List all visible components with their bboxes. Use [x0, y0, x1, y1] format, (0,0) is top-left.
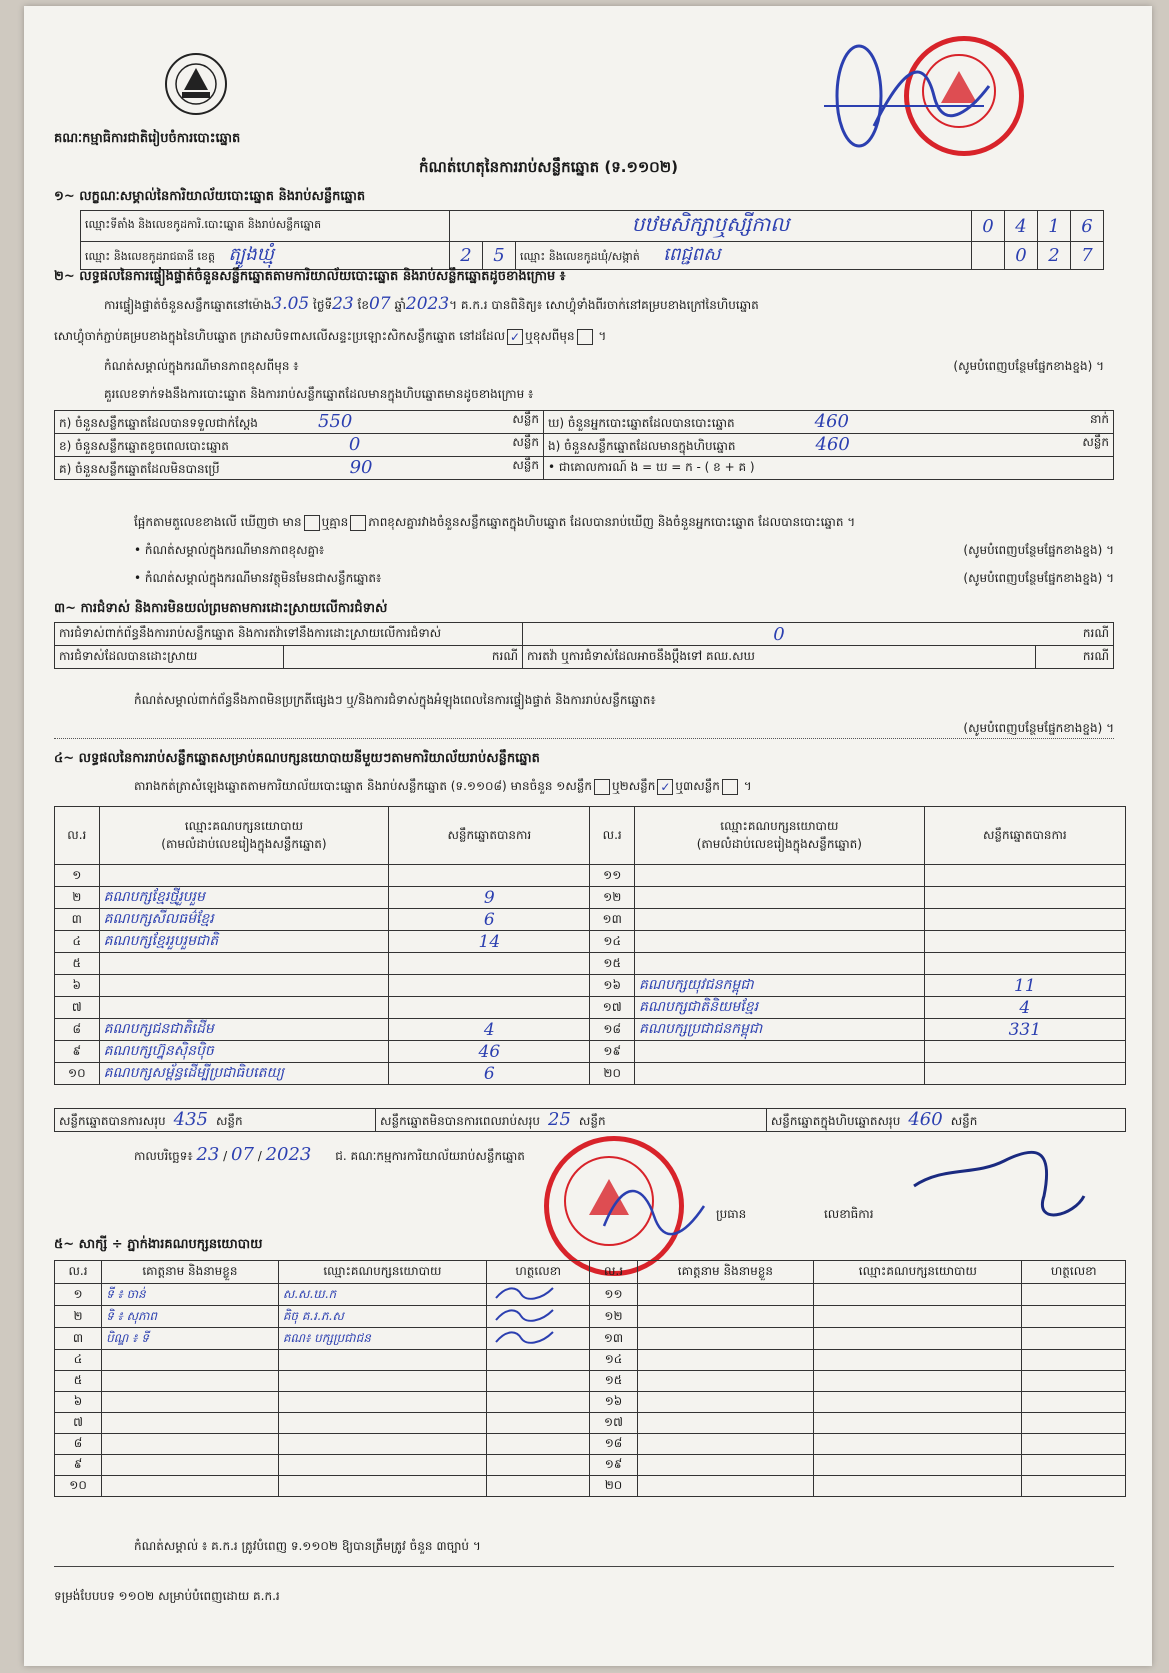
section-2-note: កំណត់សម្គាល់ក្នុងករណីមានភាពខុសពីមុន ៖ (សូមបំពេញបន្ថែមផ្នែកខាងខ្នង) ។	[104, 359, 1104, 373]
party-votes	[389, 865, 590, 887]
witness-signature	[486, 1350, 590, 1371]
witness-row	[55, 1306, 1126, 1328]
objections-table: ការជំទាស់ពាក់ព័ន្ធនឹងការរាប់សន្លឹកឆ្នោត និងការតវ៉ាទៅនឹងការដោះស្រាយលើការជំទាស់ 0 ករណី ការជំទាស់ដែលបានដោះស្រាយ ករណី ការតវ៉ា ឬការជំទាស់ដែលអាចនឹងប្តឹងទៅ គឈ.សឃ ករណី	[54, 622, 1114, 669]
witness-row	[55, 1350, 1126, 1371]
party-votes	[389, 953, 590, 975]
witness-name	[637, 1371, 814, 1392]
witness-name	[637, 1434, 814, 1455]
party-no: ១២	[590, 887, 635, 909]
witness-signature	[1022, 1434, 1126, 1455]
party-votes	[389, 975, 590, 997]
witness-signature	[1022, 1455, 1126, 1476]
nec-emblem	[154, 50, 238, 122]
witness-party	[814, 1306, 1022, 1328]
results-table	[54, 806, 1126, 1085]
in-box-value: 460	[815, 434, 850, 455]
party-votes: 6	[389, 909, 590, 931]
section-1-table	[80, 210, 1104, 270]
witness-signature	[486, 1413, 590, 1434]
party-name	[635, 931, 925, 953]
party-no: ៣	[55, 909, 100, 931]
party-name	[99, 953, 389, 975]
witness-party: គណ៖ បក្សប្រជាជន	[278, 1328, 486, 1350]
party-no: ១៨	[590, 1019, 635, 1041]
party-name: គណបក្សប្រជាជនកម្ពុជា	[635, 1019, 925, 1041]
witness-party	[278, 1392, 486, 1413]
witness-name	[637, 1328, 814, 1350]
witness-name	[102, 1371, 279, 1392]
location-code-2: 4	[1005, 211, 1038, 242]
party-votes: 6	[389, 1063, 590, 1085]
witness-signature	[1022, 1328, 1126, 1350]
form-title: កំណត់ហេតុនៃការរាប់សន្លឹកឆ្នោត (ទ.១១០២)	[419, 158, 679, 176]
witness-no: ១	[55, 1284, 102, 1306]
witness-name	[637, 1284, 814, 1306]
section-1-heading: ១~ លក្ខណៈសម្គាល់នៃការិយាល័យបោះឆ្នោត និងរាប់សន្លឹកឆ្នោត	[54, 189, 366, 204]
witness-party	[814, 1350, 1022, 1371]
in-box-row: ង) ចំនួនសន្លឹកឆ្នោតដែលមានក្នុងហិបឆ្នោត 460 សន្លឹក	[544, 434, 1114, 457]
party-no: ៨	[55, 1019, 100, 1041]
witness-no: ១៣	[590, 1328, 637, 1350]
party-no: ១០	[55, 1063, 100, 1085]
section-4-heading: ៤~ លទ្ធផលនៃការរាប់សន្លឹកឆ្នោតសម្រាប់គណបក្សនយោបាយនីមួយៗតាមការិយាល័យរាប់សន្លឹកឆ្នោត	[54, 751, 540, 766]
result-row	[55, 887, 1126, 909]
witness-party	[814, 1284, 1022, 1306]
three-sheet-checkbox[interactable]	[722, 779, 738, 795]
location-code-1: 0	[972, 211, 1005, 242]
result-row	[55, 909, 1126, 931]
section-5-heading: ៥~ សាក្សី ÷ ភ្នាក់ងារគណបក្សនយោបាយ	[54, 1237, 263, 1252]
section-3-note: កំណត់សម្គាល់ពាក់ព័ន្ធនឹងភាពមិនប្រក្រតីផ្សេងៗ ឬ/និងការជំទាស់ក្នុងអំឡុងពេលនៃការផ្ទៀងផ្ទាត់ និងការរាប់សន្លឹកឆ្នោត៖	[134, 693, 656, 707]
party-no: ១៤	[590, 931, 635, 953]
witness-signature	[1022, 1392, 1126, 1413]
result-row	[55, 865, 1126, 887]
col-no-right: ល.រ	[590, 807, 635, 865]
col-party-right: ឈ្មោះគណបក្សនយោបាយ (តាមលំដាប់លេខរៀងក្នុងសន្លឹកឆ្នោត)	[635, 807, 925, 865]
commune-value: ពេជ្ជពស	[663, 244, 721, 265]
witness-signature	[486, 1284, 590, 1306]
party-votes: 46	[389, 1041, 590, 1063]
resolved-label: ការជំទាស់ដែលបានដោះស្រាយ	[55, 646, 284, 669]
witness-party	[278, 1371, 486, 1392]
voters-value: 460	[814, 411, 849, 432]
witness-party	[814, 1413, 1022, 1434]
totals-table	[54, 1108, 1126, 1132]
commune-code-3: 7	[1071, 242, 1104, 270]
witness-name	[637, 1413, 814, 1434]
party-votes: 4	[389, 1019, 590, 1041]
party-name: គណបក្សសីលធម៌ខ្មែរ	[99, 909, 389, 931]
committee-name: គណៈកម្មាធិការជាតិរៀបចំការបោះឆ្នោត	[54, 131, 241, 146]
witness-name	[102, 1434, 279, 1455]
location-code-4: 6	[1071, 211, 1104, 242]
witness-row	[55, 1392, 1126, 1413]
party-name	[99, 865, 389, 887]
section-2-line-2: សោហ្វុំចាក់ភ្ជាប់គម្របខាងក្នុងនៃហិបឆ្នោត ក្រដាសបិទពាសលើសន្ទះប្រឡោះសិកសន្លឹកឆ្នោត នៅដដែល ✓ ឬខុសពីមុន ។	[54, 329, 607, 344]
bullet-discrepancy: • កំណត់សម្គាល់ក្នុងករណីមានភាពខុសគ្នា៖ (សូមបំពេញបន្ថែមផ្នែកខាងខ្នង) ។	[134, 543, 1114, 557]
party-name: គណបក្សខ្មែរថ្មីរួបរួម	[99, 887, 389, 909]
discrepancy-no-checkbox[interactable]	[350, 515, 366, 531]
witness-party	[814, 1434, 1022, 1455]
total-valid-value: 435	[173, 1109, 208, 1130]
witness-signature	[486, 1434, 590, 1455]
witness-signature	[486, 1328, 590, 1350]
province-label: ឈ្មោះ និងលេខកូដរាជធានី ខេត្ត ត្បូងឃ្មុំ	[81, 242, 450, 270]
party-no: ២០	[590, 1063, 635, 1085]
witness-signature	[486, 1476, 590, 1497]
col-votes: សន្លឹកឆ្នោតបានការ	[389, 807, 590, 865]
party-votes	[924, 1063, 1125, 1085]
witness-no: ១៤	[590, 1350, 637, 1371]
witness-signature	[1022, 1476, 1126, 1497]
party-name	[635, 909, 925, 931]
party-votes	[924, 887, 1125, 909]
total-valid: សន្លឹកឆ្នោតបានការសរុប 435 សន្លឹក	[55, 1109, 376, 1132]
province-code-2: 5	[483, 242, 516, 270]
witness-no: ៣	[55, 1328, 102, 1350]
party-votes	[924, 1041, 1125, 1063]
col-party: ឈ្មោះគណបក្សនយោបាយ (តាមលំដាប់លេខរៀងក្នុងសន្លឹកឆ្នោត)	[99, 807, 389, 865]
witness-party: គិចុ គ.រ.ភ.ស	[278, 1306, 486, 1328]
party-name	[635, 887, 925, 909]
secretary-label: លេខាធិការ	[824, 1207, 874, 1221]
location-code-3: 1	[1038, 211, 1071, 242]
party-votes	[924, 909, 1125, 931]
party-name	[635, 953, 925, 975]
witness-name: ទិ ៖ សុភាព	[102, 1306, 279, 1328]
witness-signature	[486, 1392, 590, 1413]
witness-row	[55, 1476, 1126, 1497]
witness-signature	[486, 1306, 590, 1328]
witness-name	[102, 1476, 279, 1497]
appeal-label: ការតវ៉ា ឬការជំទាស់ដែលអាចនឹងប្តឹងទៅ គឈ.សឃ	[523, 646, 1036, 669]
total-in-box-value: 460	[908, 1109, 943, 1130]
election-form-page	[24, 6, 1152, 1666]
witness-no: ១៧	[590, 1413, 637, 1434]
party-no: ២	[55, 887, 100, 909]
witness-no: ១០	[55, 1476, 102, 1497]
result-row	[55, 953, 1126, 975]
form-note: កំណត់សម្គាល់ ៖ គ.ក.រ ត្រូវបំពេញ ទ.១១០២ ឱ្យបានត្រឹមត្រូវ ចំនួន ៣ច្បាប់ ។	[134, 1539, 481, 1553]
party-no: ១៩	[590, 1041, 635, 1063]
location-value: បឋមសិក្សាឬស្សីកាល	[450, 211, 972, 242]
voters-row: ឃ) ចំនួនអ្នកបោះឆ្នោតដែលបានបោះឆ្នោត 460 នាក់	[544, 411, 1114, 434]
witness-no: ១១	[590, 1284, 637, 1306]
party-name: គណបក្សខ្មែររួបរួមជាតិ	[99, 931, 389, 953]
section-3-heading: ៣~ ការជំទាស់ និងការមិនយល់ព្រមតាមការដោះស្រាយលើការជំទាស់	[54, 601, 388, 616]
witness-name	[637, 1476, 814, 1497]
section-2-line-1: ការផ្ទៀងផ្ទាត់ចំនួនសន្លឹកឆ្នោតនៅម៉ោង3.05 ថ្ងៃទី23 ខែ07 ឆ្នាំ2023។ គ.ក.រ បានពិនិត្យ៖ សោហ្វុំទាំងពីរចាក់នៅគម្របខាងក្រៅនៃហិបឆ្នោត	[104, 294, 759, 314]
witness-row	[55, 1284, 1126, 1306]
witness-party	[814, 1476, 1022, 1497]
party-no: ១៣	[590, 909, 635, 931]
witness-name	[637, 1306, 814, 1328]
witness-row	[55, 1328, 1126, 1350]
count-day: 23	[332, 294, 354, 314]
party-no: ១៥	[590, 953, 635, 975]
party-votes: 331	[924, 1019, 1125, 1041]
witness-name	[637, 1350, 814, 1371]
unused-value: 90	[349, 457, 373, 478]
received-value: 550	[317, 411, 353, 432]
witness-name	[102, 1455, 279, 1476]
result-row	[55, 975, 1126, 997]
witness-no: ៨	[55, 1434, 102, 1455]
one-sheet-checkbox[interactable]	[594, 779, 610, 795]
secretary-signature	[904, 1136, 1094, 1250]
witness-name: បិណ្ឌ ៖ ទី	[102, 1328, 279, 1350]
bullet-foreign-objects: • កំណត់សម្គាល់ក្នុងករណីមានវត្ថុមិនមែនជាសន្លឹកឆ្នោត៖ (សូមបំពេញបន្ថែមផ្នែកខាងខ្នង) ។	[134, 571, 1114, 585]
count-year: 2023	[405, 294, 450, 314]
discrepancy-yes-checkbox[interactable]	[304, 515, 320, 531]
unused-row: គ) ចំនួនសន្លឹកឆ្នោតដែលមិនបានប្រើ 90 សន្លឹក	[55, 457, 544, 480]
party-name: គណបក្សជាតិនិយមខ្មែរ	[635, 997, 925, 1019]
witness-name: ទី ៖ ចាន់	[102, 1284, 279, 1306]
party-votes: 4	[924, 997, 1125, 1019]
witness-name	[637, 1392, 814, 1413]
committee-signature-label: ជ. គណៈកម្មការការិយាល័យរាប់សន្លឹកឆ្នោត	[335, 1149, 525, 1163]
witness-signature	[1022, 1371, 1126, 1392]
witness-no: ៧	[55, 1413, 102, 1434]
chair-signature	[594, 1166, 734, 1260]
signature-top	[814, 26, 1014, 160]
party-no: ៧	[55, 997, 100, 1019]
objections-value: 0	[523, 623, 1036, 646]
result-row	[55, 1019, 1126, 1041]
party-no: ១១	[590, 865, 635, 887]
col-no: ល.រ	[55, 807, 100, 865]
form-footer: ទម្រង់បែបបទ ១១០២ សម្រាប់បំពេញដោយ គ.ក.រ	[54, 1589, 280, 1603]
party-no: ១៦	[590, 975, 635, 997]
count-date: កាលបរិច្ឆេទ៖ 23 / 07 / 2023 ជ. គណៈកម្មការការិយាល័យរាប់សន្លឹកឆ្នោត	[134, 1144, 525, 1165]
party-no: ៤	[55, 931, 100, 953]
total-in-box: សន្លឹកឆ្នោតក្នុងហិបឆ្នោតសរុប 460 សន្លឹក	[766, 1109, 1125, 1132]
date-month: 07	[231, 1144, 254, 1165]
witness-no: ៤	[55, 1350, 102, 1371]
witness-signature	[1022, 1306, 1126, 1328]
party-votes: 9	[389, 887, 590, 909]
two-sheet-checkbox[interactable]: ✓	[657, 779, 673, 795]
ballot-summary-table	[54, 410, 1114, 480]
witness-no: ១៥	[590, 1371, 637, 1392]
col-votes-right: សន្លឹកឆ្នោតបានការ	[924, 807, 1125, 865]
witness-signature	[1022, 1350, 1126, 1371]
witness-name	[102, 1350, 279, 1371]
party-no: ១៧	[590, 997, 635, 1019]
chair-label: ប្រធាន	[716, 1207, 747, 1221]
party-no: ៦	[55, 975, 100, 997]
witness-party	[814, 1392, 1022, 1413]
party-name: គណបក្សជនជាតិដើម	[99, 1019, 389, 1041]
received-row: ក) ចំនួនសន្លឹកឆ្នោតដែលបានទទួលជាក់ស្តែង 550 សន្លឹក	[55, 411, 544, 434]
witness-party	[278, 1455, 486, 1476]
witness-party	[814, 1455, 1022, 1476]
date-year: 2023	[265, 1144, 312, 1165]
party-votes	[389, 997, 590, 1019]
witness-no: ២	[55, 1306, 102, 1328]
section-3-fill: (សូមបំពេញបន្ថែមផ្នែកខាងខ្នង) ។	[54, 720, 1114, 739]
witness-party	[278, 1413, 486, 1434]
location-label: ឈ្មោះទីតាំង និងលេខកូដការិ.បោះឆ្នោត និងរាប់សន្លឹកឆ្នោត	[81, 211, 450, 242]
party-votes: 11	[924, 975, 1125, 997]
party-no: ១	[55, 865, 100, 887]
party-name: គណបក្សសម្ព័ន្ធដើម្បីប្រជាធិបតេយ្យ	[99, 1063, 389, 1085]
witness-no: ១៩	[590, 1455, 637, 1476]
commune-label: ឈ្មោះ និងលេខកូដឃុំ/សង្កាត់ ពេជ្ជពស	[516, 242, 972, 270]
party-no: ៥	[55, 953, 100, 975]
party-name	[635, 1063, 925, 1085]
witness-row	[55, 1413, 1126, 1434]
witness-no: ៥	[55, 1371, 102, 1392]
party-name	[635, 1041, 925, 1063]
witness-party	[278, 1476, 486, 1497]
count-time: 3.05	[271, 294, 310, 314]
witness-party	[814, 1371, 1022, 1392]
witness-no: ២០	[590, 1476, 637, 1497]
party-name: គណបក្សហ្វ៊ុនស៊ិនប៉ិច	[99, 1041, 389, 1063]
witness-party	[278, 1434, 486, 1455]
party-no: ៩	[55, 1041, 100, 1063]
changed-checkbox[interactable]	[577, 329, 593, 345]
witness-party	[814, 1328, 1022, 1350]
total-invalid-value: 25	[548, 1109, 571, 1130]
witness-no: ១២	[590, 1306, 637, 1328]
summary-intro: គួរលេខទាក់ទងនឹងការបោះឆ្នោត និងការរាប់សន្លឹកឆ្នោតដែលមានក្នុងហិបឆ្នោតមានដូចខាងក្រោម ៖	[104, 387, 534, 401]
province-value: ត្បូងឃ្មុំ	[228, 244, 274, 265]
objections-label: ការជំទាស់ពាក់ព័ន្ធនឹងការរាប់សន្លឹកឆ្នោត និងការតវ៉ាទៅនឹងការដោះស្រាយលើការជំទាស់	[55, 623, 523, 646]
party-votes	[924, 931, 1125, 953]
formula: • ជាគោលការណ៍ ង = ឃ = ក - ( ខ + គ )	[544, 457, 1114, 480]
witness-signature	[486, 1455, 590, 1476]
witness-row	[55, 1434, 1126, 1455]
witness-name	[637, 1455, 814, 1476]
tally-sheet-count: តារាងកត់ត្រាសំឡេងឆ្នោតតាមការិយាល័យបោះឆ្នោត និងរាប់សន្លឹកឆ្នោត (ទ.១១០៨) មានចំនួន ១សន្លឹក ឬ២សន្លឹក ✓ ឬ៣សន្លឹក ។	[134, 779, 752, 794]
total-invalid: សន្លឹកឆ្នោតមិនបានការពេលរាប់សរុប 25 សន្លឹក	[376, 1109, 767, 1132]
result-row	[55, 997, 1126, 1019]
spoiled-row: ខ) ចំនួនសន្លឹកឆ្នោតខូចពេលបោះឆ្នោត 0 សន្លឹក	[55, 434, 544, 457]
witness-party	[278, 1350, 486, 1371]
witness-signature	[1022, 1284, 1126, 1306]
party-votes: 14	[389, 931, 590, 953]
witness-name	[102, 1392, 279, 1413]
spoiled-value: 0	[348, 434, 361, 455]
commune-code-2: 2	[1038, 242, 1071, 270]
party-name	[99, 975, 389, 997]
date-day: 23	[196, 1144, 220, 1165]
party-votes	[924, 953, 1125, 975]
witness-table: ល.រ គោត្តនាម និងនាមខ្លួន ឈ្មោះគណបក្សនយោបាយ ហត្ថលេខា ល.រ គោត្តនាម និងនាមខ្លួន ឈ្មោះគណបក្សនយោបាយ ហត្ថលេខា ១ ទី ៖ ចាន់ ស.ស.ឃ.ក ១១ ២ ទិ ៖ សុភាព គិចុ គ.រ.ភ.ស ១២ ៣ បិណ្ឌ ៖ ទី គណ៖ បក្សប្រជាជន ១៣ ៤ ១៤ ៥ ១៥ ៦ ១៦ ៧ ១៧ ៨ ១៨ ៩ ១៩ ១០ ២០	[54, 1260, 1126, 1497]
party-votes	[924, 865, 1125, 887]
witness-no: ១៦	[590, 1392, 637, 1413]
witness-no: ១៨	[590, 1434, 637, 1455]
witness-signature	[486, 1371, 590, 1392]
witness-signature	[1022, 1413, 1126, 1434]
party-name	[99, 997, 389, 1019]
party-name: គណបក្សយុវជនកម្ពុជា	[635, 975, 925, 997]
party-name	[635, 865, 925, 887]
count-month: 07	[368, 294, 391, 314]
witness-no: ៦	[55, 1392, 102, 1413]
unchanged-checkbox[interactable]: ✓	[507, 329, 523, 345]
witness-no: ៩	[55, 1455, 102, 1476]
witness-row	[55, 1371, 1126, 1392]
result-row	[55, 1041, 1126, 1063]
province-code-1: 2	[450, 242, 483, 270]
witness-row	[55, 1455, 1126, 1476]
compare-line: ផ្អែកតាមតួលេខខាងលើ ឃើញថា មាន ឬគ្មាន ភាពខុសគ្នារវាងចំនួនសន្លឹកឆ្នោតក្នុងហិបឆ្នោត ដែលបានរាប់ឃើញ និងចំនួនអ្នកបោះឆ្នោត ដែលបានបោះឆ្នោត ។	[134, 515, 856, 529]
result-row	[55, 1063, 1126, 1085]
commune-code-1: 0	[1005, 242, 1038, 270]
section-2-heading: ២~ លទ្ធផលនៃការផ្ទៀងផ្ទាត់ចំនួនសន្លឹកឆ្នោតតាមការិយាល័យបោះឆ្នោត និងរាប់សន្លឹកឆ្នោតដូចខាងក្រោម ៖	[54, 269, 566, 284]
result-row	[55, 931, 1126, 953]
witness-name	[102, 1413, 279, 1434]
witness-party: ស.ស.ឃ.ក	[278, 1284, 486, 1306]
